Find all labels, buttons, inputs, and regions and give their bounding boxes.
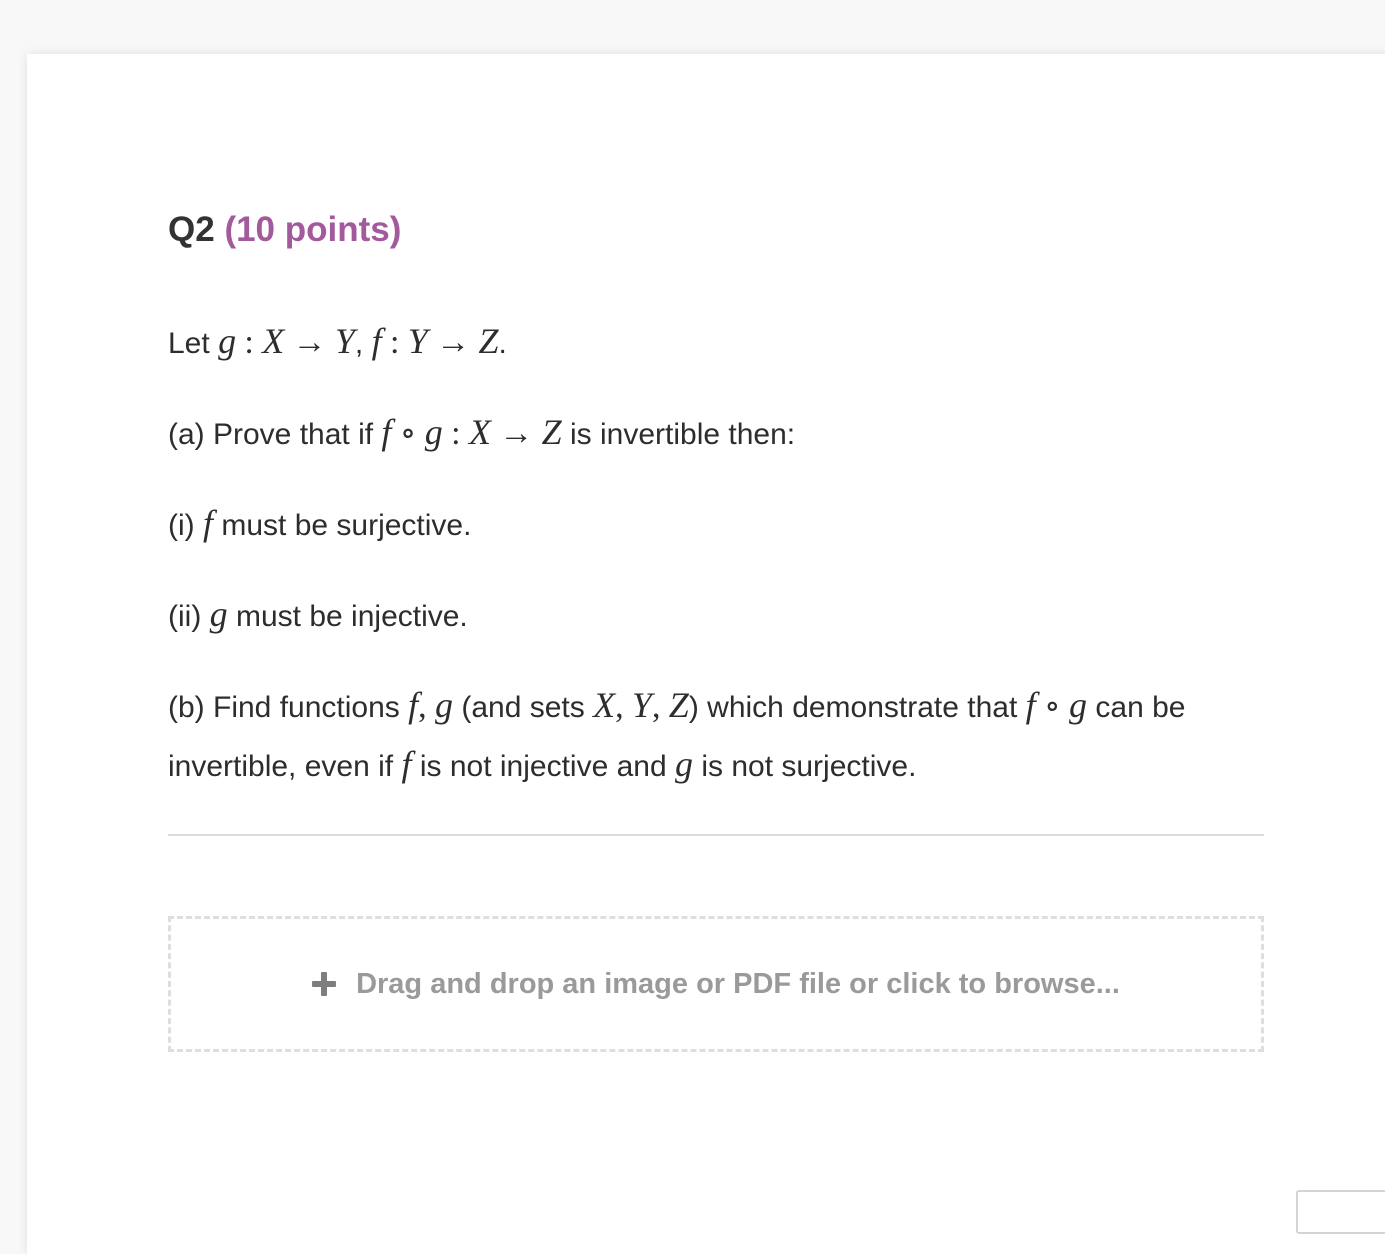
math-g: g [209,594,228,634]
math-g: g [674,744,693,784]
dropzone-label: Drag and drop an image or PDF file or click to browse... [356,967,1120,1000]
math-f: f [381,412,392,452]
math-g: g [424,412,443,452]
math-comma: , [418,688,427,725]
math-arrow: → [436,324,471,361]
part-b-suffix: is not surjective. [701,750,917,783]
math-comma: , [651,688,661,725]
math-colon: : [244,324,254,361]
math-compose: ∘ [1044,688,1061,725]
question-card [27,54,1385,1254]
question-label: Q2 [168,210,215,249]
intro-comma: , [354,327,364,360]
part-ii-suffix: must be injective. [236,600,468,633]
section-divider [168,834,1264,836]
math-colon: : [389,324,400,361]
math-f: f [408,685,419,725]
part-i-suffix: must be surjective. [221,509,472,542]
math-arrow: → [499,415,534,452]
intro-paragraph [168,313,1264,372]
question-points: (10 points) [224,210,402,249]
part-a-paragraph [168,404,1264,463]
math-X: X [262,321,285,361]
part-ii-paragraph [168,586,1264,645]
part-b-text: is not injective and [419,750,667,783]
math-Z: Z [541,412,562,452]
math-compose: ∘ [399,415,417,452]
part-b-paragraph [168,677,1264,795]
math-f: f [401,744,412,784]
math-comma: , [615,688,624,725]
corner-panel [1296,1190,1385,1234]
math-f: f [371,321,382,361]
part-i-prefix: (i) [168,509,195,542]
math-X: X [468,412,491,452]
question-title [168,204,1264,256]
math-f: f [203,503,214,543]
plus-icon [312,972,336,996]
math-Z: Z [478,321,499,361]
intro-period: . [498,327,507,360]
math-Y: Y [334,321,355,361]
math-Z: Z [668,685,689,725]
part-b-text: can be invertible, even if [168,691,1186,783]
file-upload-dropzone[interactable] [168,916,1264,1052]
question-content [168,204,1264,1000]
math-colon: : [451,415,461,452]
part-i-paragraph [168,495,1264,554]
math-Y: Y [631,685,652,725]
math-arrow: → [292,324,327,361]
math-X: X [593,685,616,725]
part-b-prefix: (b) Find functions [168,691,400,724]
math-Y: Y [407,321,428,361]
part-a-prefix: (a) Prove that if [168,418,374,451]
math-f: f [1025,685,1036,725]
part-ii-prefix: (ii) [168,600,202,633]
dropzone-content [312,968,1120,1001]
math-g: g [218,321,237,361]
part-b-text: ) which demonstrate that [688,691,1018,724]
part-a-suffix: is invertible then: [570,418,796,451]
part-b-text: (and sets [461,691,585,724]
math-g: g [1069,685,1088,725]
intro-let-text: Let [168,327,210,360]
math-g: g [434,685,453,725]
